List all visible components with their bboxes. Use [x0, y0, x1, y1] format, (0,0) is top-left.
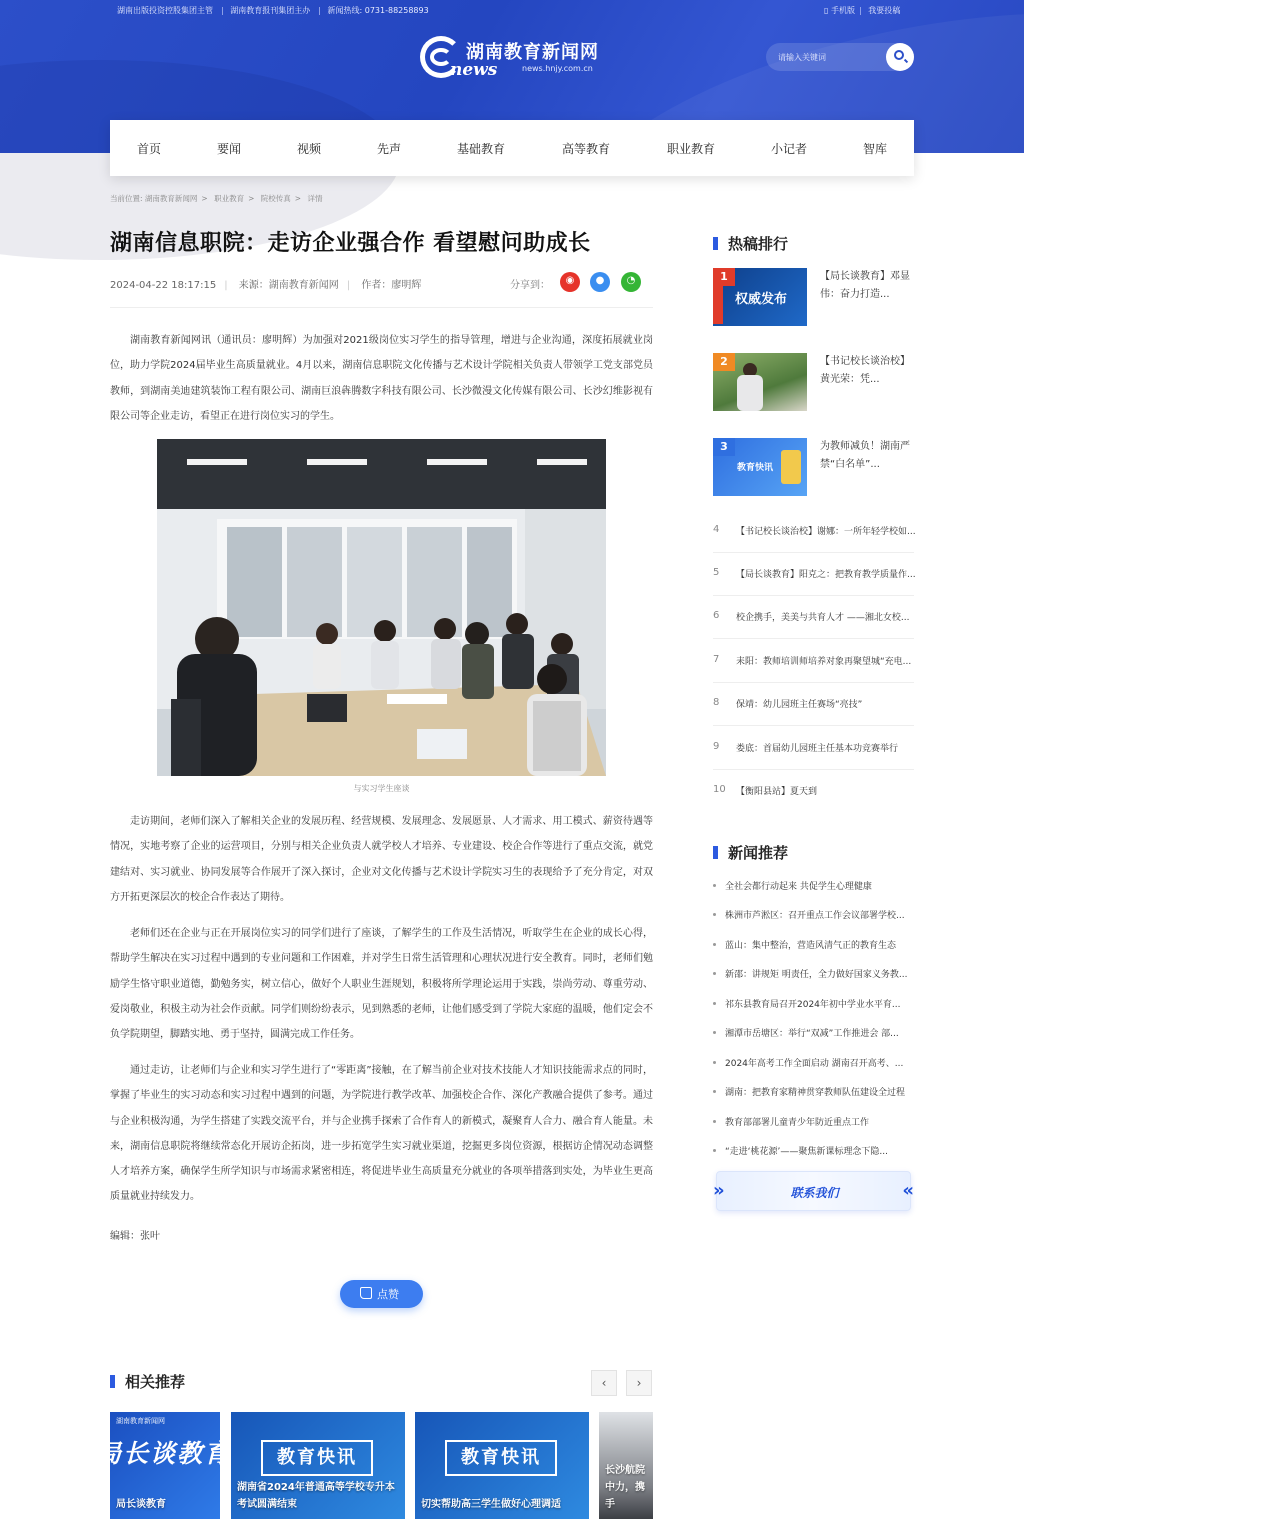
logo-domain: news.hnjy.com.cn	[522, 64, 593, 73]
like-label: 点赞	[377, 1288, 399, 1301]
person-body	[737, 375, 763, 411]
image-label: 教育快讯	[737, 463, 774, 473]
breadcrumb-current: 详情	[307, 194, 323, 203]
recommend-title: 教育部部署儿童青少年防近重点工作	[725, 1118, 870, 1128]
thumbs-up-icon	[360, 1287, 372, 1299]
recommend-title: 株洲市芦淞区：召开重点工作会议部署学校...	[725, 911, 905, 921]
card-big-text: 教育快讯	[445, 1440, 557, 1476]
related-card[interactable]	[231, 1412, 405, 1519]
rank-badge: 1	[713, 268, 735, 286]
bullet-dot	[713, 913, 716, 916]
hot-ranking-heading	[713, 233, 788, 254]
hot-list-title: 【书记校长谈治校】谢娜：一所年轻学校如...	[736, 527, 916, 537]
top-info-left: 湖南出版投资控股集团主管 | 湖南教育报刊集团主办 | 新闻热线: 0731-88258893	[117, 6, 429, 15]
bullet-dot	[713, 972, 716, 975]
recommend-title: 蓝山：集中整治，营造风清气正的教育生态	[725, 941, 897, 951]
weibo-icon: ◉	[565, 275, 575, 286]
rank-number: 6	[713, 610, 720, 621]
related-next-button[interactable]: ›	[626, 1370, 652, 1396]
recommend-item[interactable]	[713, 1115, 914, 1129]
rank-badge: 3	[713, 438, 735, 456]
article-photo	[157, 439, 606, 776]
related-card[interactable]	[599, 1412, 653, 1519]
recommend-title: 新邵：讲规矩 明责任，全力做好国家义务教...	[725, 970, 908, 980]
recommend-title: “走进‘桃花源’——聚焦新课标理念下隐...	[725, 1147, 888, 1157]
bullet-dot	[713, 1061, 716, 1064]
breadcrumb-label: 当前位置:	[110, 194, 143, 203]
top-info-text: 湖南教育报刊集团主办	[230, 6, 311, 15]
related-card[interactable]	[415, 1412, 589, 1519]
logo-news: news	[450, 60, 498, 80]
like-button[interactable]	[340, 1280, 423, 1308]
hot-list-item[interactable]	[713, 596, 914, 639]
decoration	[781, 450, 801, 484]
article-date: 2024-04-22 18:17:15	[110, 280, 217, 291]
news-recommend-heading	[713, 842, 788, 863]
recommend-item[interactable]	[713, 938, 914, 952]
hot-list-item[interactable]	[713, 727, 914, 770]
recommend-item[interactable]	[713, 1144, 914, 1158]
hot-item-title[interactable]: 为教师减负！湖南严禁“白名单”...	[820, 441, 910, 470]
related-card-title: 长沙航院中力，携手	[605, 1465, 645, 1510]
breadcrumb-link[interactable]: 湖南教育新闻网	[144, 194, 198, 203]
hot-list-title: 【局长谈教育】阳克之：把教育教学质量作...	[736, 570, 916, 580]
hot-item-title[interactable]: 【局长谈教育】邓显伟：奋力打造...	[820, 271, 910, 300]
hotline-text: 新闻热线: 0731-88258893	[327, 6, 429, 15]
heading-marker	[110, 1375, 115, 1388]
related-prev-button[interactable]: ‹	[591, 1370, 617, 1396]
hot-list-item[interactable]	[713, 683, 914, 726]
breadcrumb-link[interactable]: 院校传真	[260, 194, 291, 203]
recommend-item[interactable]	[713, 967, 914, 981]
recommend-item[interactable]	[713, 1085, 914, 1099]
qq-icon: ●	[595, 275, 605, 286]
rank-badge: 2	[713, 353, 735, 371]
recommend-item[interactable]	[713, 908, 914, 922]
double-chevron-right-icon: »	[713, 1180, 725, 1201]
rank-number: 7	[713, 654, 720, 665]
article-meta: 2024-04-22 18:17:15 | 来源：湖南教育新闻网 | 作者：廖明辉	[110, 280, 422, 291]
nav-item-headlines[interactable]: 要闻	[217, 142, 242, 156]
hot-list-title: 保靖：幼儿园班主任赛场“亮技”	[736, 700, 863, 710]
recommend-item[interactable]	[713, 1056, 914, 1070]
nav-item-xiansheng[interactable]: 先声	[377, 142, 402, 156]
bullet-dot	[713, 1002, 716, 1005]
article-paragraph: 湖南教育新闻网讯（通讯员：廖明辉）为加强对2021级岗位实习学生的指导管理，增进与企业沟通，深度拓展就业岗位，助力学院2024届毕业生高质量就业。4月以来，湖南信息职院文化传播与艺术设计学院相关负责人带领学工党支部党员教师，到湖南美迪建筑装饰工程有限公司、湖南巨浪犇腾数字科技有限公司、长沙微漫文化传媒有限公司、长沙幻维影视有限公司等企业走访，看望正在进行岗位实习的学生。	[110, 335, 653, 422]
rank-number: 5	[713, 567, 720, 578]
nav-item-home[interactable]: 首页	[137, 142, 162, 156]
bullet-dot	[713, 884, 716, 887]
search-box	[766, 43, 914, 71]
rank-number: 9	[713, 741, 720, 752]
bullet-dot	[713, 1120, 716, 1123]
breadcrumb: 当前位置: 湖南教育新闻网 > 职业教育 > 院校传真 > 详情	[110, 194, 323, 203]
hot-item-image[interactable]	[713, 353, 807, 411]
hot-list-item[interactable]	[713, 770, 914, 813]
nav-item-little-reporter[interactable]: 小记者	[771, 142, 808, 156]
bullet-dot	[713, 1090, 716, 1093]
bullet-dot	[713, 1149, 716, 1152]
hot-item-image[interactable]	[713, 438, 807, 496]
top-info-text: 湖南出版投资控股集团主管	[117, 6, 213, 15]
share-label: 分享到：	[510, 280, 550, 291]
recommend-title: 2024年高考工作全面启动 湖南召开高考、...	[725, 1059, 904, 1069]
site-logo[interactable]	[420, 34, 610, 80]
hot-item-title[interactable]: 【书记校长谈治校】黄光荣：凭...	[820, 356, 910, 385]
rank-number: 10	[713, 784, 726, 795]
nav-item-vocational-education[interactable]: 职业教育	[667, 142, 716, 156]
image-label: 权威发布	[735, 292, 788, 307]
recommend-heading-text: 新闻推荐	[728, 844, 789, 862]
related-card-title: 局长谈教育	[116, 1499, 166, 1510]
bullet-dot	[713, 943, 716, 946]
breadcrumb-link[interactable]: 职业教育	[214, 194, 245, 203]
logo-mark-inner	[430, 48, 452, 66]
card-big-text: 教育快讯	[261, 1440, 373, 1476]
rank-number: 4	[713, 524, 720, 535]
top-info-bar	[0, 0, 1024, 20]
recommend-title: 祁东县教育局召开2024年初中学业水平育...	[725, 1000, 901, 1010]
hot-heading-text: 热稿排行	[728, 235, 789, 253]
heading-marker	[713, 237, 718, 250]
recommend-title: 全社会都行动起来 共促学生心理健康	[725, 882, 872, 892]
search-button[interactable]	[886, 43, 914, 71]
search-icon	[894, 50, 904, 60]
weibo-share-button[interactable]	[560, 272, 580, 292]
top-links: ▯ 手机版 | 我要投稿	[824, 6, 901, 15]
hot-list-title: 校企携手，美美与共育人才 ——湘北女校...	[736, 613, 910, 623]
hot-list-title: 娄底：首届幼儿园班主任基本功竞赛举行	[736, 744, 899, 754]
nav-item-higher-education[interactable]: 高等教育	[562, 142, 611, 156]
double-chevron-left-icon: «	[902, 1180, 914, 1201]
rank-number: 8	[713, 697, 720, 708]
hot-list-title: 耒阳：教师培训师培养对象再聚望城“充电...	[736, 657, 912, 667]
contact-label: 联系我们	[790, 1186, 839, 1200]
hot-list-item[interactable]	[713, 553, 914, 596]
logo-name: 湖南教育新闻网	[466, 42, 599, 63]
contact-us-button[interactable]	[713, 1171, 914, 1211]
article-paragraph: 老师们还在企业与正在开展岗位实习的同学们进行了座谈，了解学生的工作及生活情况，听取学生在企业的成长心得，帮助学生解决在实习过程中遇到的专业问题和工作困难，并对学生日常生活管理和心理状况进行安全教育。同时，老师们勉励学生恪守职业道德，勤勉务实，树立信心，做好个人职业生涯规划，积极将所学理论运用于实践，崇尚劳动、尊重劳动、爱岗敬业，积极主动为社会作贡献。同学们则纷纷表示，见到熟悉的老师，让他们感受到了学院大家庭的温暖，他们定会不负学院期望，脚踏实地、勇于坚持，圆满完成工作任务。	[110, 928, 653, 1041]
article-author: 作者：廖明辉	[361, 280, 422, 291]
related-heading	[110, 1371, 185, 1392]
exclamation-icon	[713, 284, 723, 324]
main-nav	[110, 120, 914, 176]
card-logo-text: 湖南教育新闻网	[116, 1417, 165, 1425]
nav-item-basic-education[interactable]: 基础教育	[457, 142, 506, 156]
article-title: 湖南信息职院：走访企业强合作 看望慰问助成长	[110, 231, 591, 256]
photo-caption: 与实习学生座谈	[353, 784, 410, 793]
bullet-dot	[713, 1031, 716, 1034]
article-editor: 编辑：张叶	[110, 1231, 160, 1242]
nav-item-think-tank[interactable]: 智库	[863, 142, 888, 156]
search-input[interactable]	[778, 50, 878, 64]
card-big-text: 局长谈教育	[96, 1439, 232, 1468]
heading-marker	[713, 846, 718, 859]
recommend-title: 湘潭市岳塘区：举行“双减”工作推进会 部...	[725, 1029, 899, 1039]
related-card[interactable]	[96, 1412, 232, 1519]
recommend-item[interactable]	[713, 997, 914, 1011]
recommend-item[interactable]	[713, 879, 914, 893]
recommend-title: 湖南：把教育家精神贯穿教师队伍建设全过程	[725, 1088, 906, 1098]
mobile-version-link[interactable]: 手机版	[830, 6, 855, 15]
hot-list-item[interactable]	[713, 640, 914, 683]
submit-link[interactable]: 我要投稿	[868, 6, 901, 15]
related-card-title: 湖南省2024年普通高等学校专升本考试圆满结束	[237, 1482, 395, 1510]
qq-share-button[interactable]	[590, 272, 610, 292]
mobile-icon: ▯	[824, 6, 829, 15]
hot-list-title: 【衡阳县站】夏天到	[736, 787, 818, 797]
hot-list-item[interactable]	[713, 510, 914, 553]
meeting-photo-illustration	[157, 439, 606, 776]
related-card-title: 切实帮助高三学生做好心理调适	[421, 1499, 561, 1510]
wechat-share-button[interactable]	[621, 272, 641, 292]
article-paragraph: 通过走访，让老师们与企业和实习学生进行了“零距离”接触，在了解当前企业对技术技能人才知识技能需求点的同时，掌握了毕业生的实习动态和实习过程中遇到的问题，为学院进行教学改革、加强校企合作、深化产教融合提供了参考。通过与企业积极沟通，为学生搭建了实践交流平台，并与企业携手探索了合作育人的新模式，凝聚育人合力、融合育人能量。未来，湖南信息职院将继续常态化开展访企拓岗，进一步拓宽学生实习就业渠道，挖掘更多岗位资源，根据访企情况动态调整人才培养方案，确保学生所学知识与市场需求紧密相连，将促进毕业生高质量充分就业的各项举措落到实处，为毕业生更高质量就业持续发力。	[110, 1065, 653, 1203]
article-source: 来源：湖南教育新闻网	[238, 280, 339, 291]
hot-item-image[interactable]	[713, 268, 807, 326]
related-heading-text: 相关推荐	[125, 1373, 186, 1391]
divider	[110, 307, 653, 308]
article-paragraph: 走访期间，老师们深入了解相关企业的发展历程、经营规模、发展理念、发展愿景、人才需求、用工模式、薪资待遇等情况，实地考察了企业的运营项目，分别与相关企业负责人就学校人才培养、专业建设、校企合作等进行了重点交流，就党建结对、实习就业、协同发展等合作展开了深入探讨，企业对文化传播与艺术设计学院实习生的表现给予了充分肯定，对双方开拓更深层次的校企合作表达了期待。	[110, 816, 653, 903]
recommend-item[interactable]	[713, 1026, 914, 1040]
nav-item-video[interactable]: 视频	[297, 142, 322, 156]
wechat-icon: ◔	[626, 275, 636, 286]
